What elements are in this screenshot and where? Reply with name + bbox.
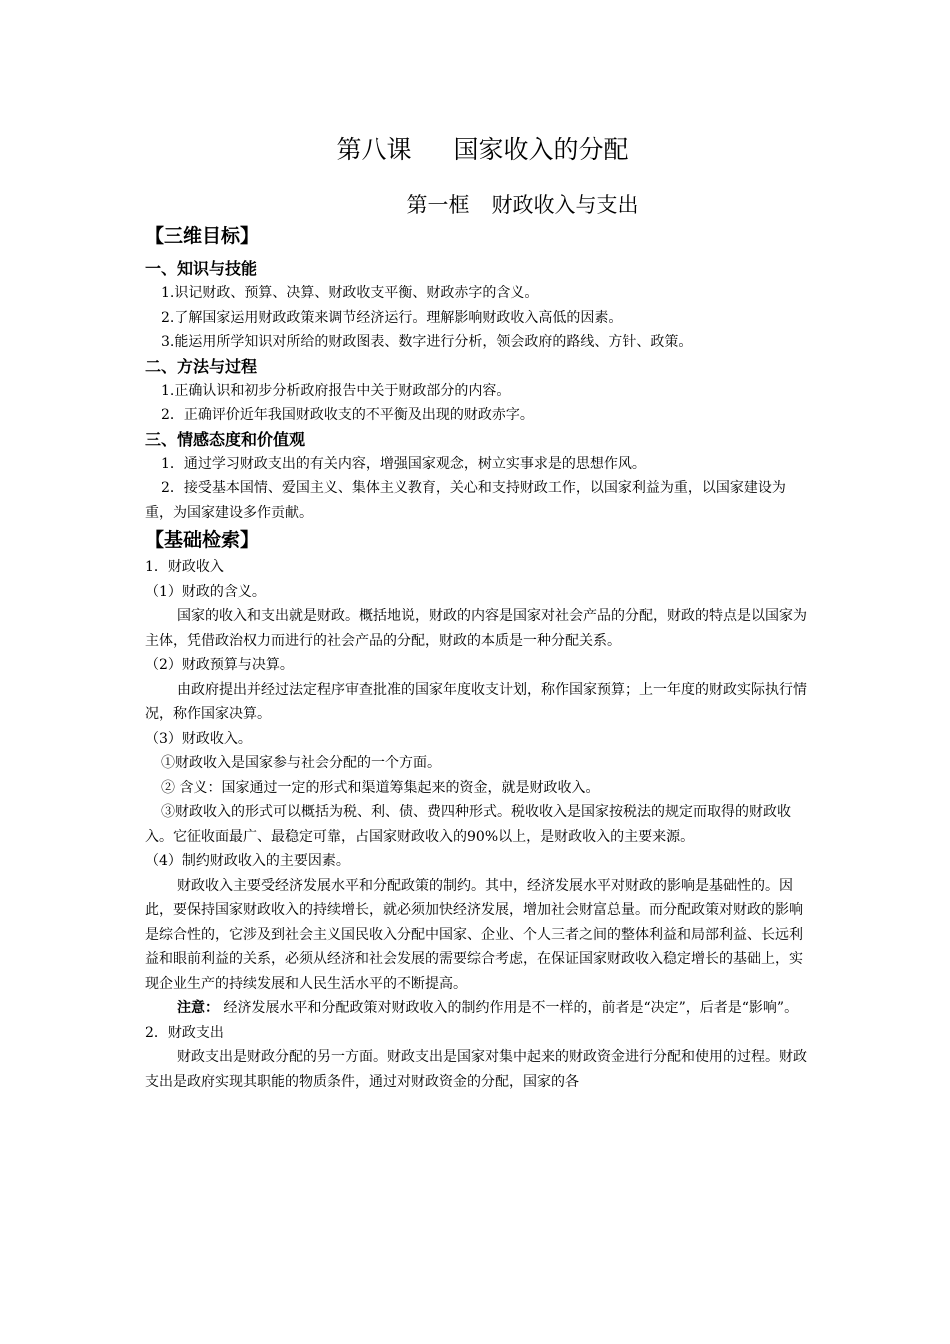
basics-sub-3-c: ③财政收入的形式可以概括为税、利、债、费四种形式。税收收入是国家按税法的规定而取得的财政收入。它征收面最广、最稳定可靠，占国家财政收入的90%以上，是财政收入的主要来源。 [145, 804, 791, 845]
lesson-title [155, 130, 810, 170]
basics-sub-2: （2）财政预算与决算。 [145, 657, 294, 673]
basics-sub-3-b: ② 含义：国家通过一定的形式和渠道筹集起来的资金，就是财政收入。 [161, 779, 600, 796]
frame-title-text: 财政收入与支出 [491, 193, 639, 217]
lesson-title-number: 第八课 [336, 135, 412, 164]
goals-s2-item: 1.正确认识和初步分析政府报告中关于财政部分的内容。 [161, 382, 511, 399]
note-body: 经济发展水平和分配政策对财政收入的制约作用是不一样的，前者是“决定”，后者是“影响”。 [219, 1000, 799, 1016]
basics-sub-3-a: ①财政收入是国家参与社会分配的一个方面。 [161, 755, 441, 771]
basics-sub-2-body: 由政府提出并经过法定程序审查批准的国家年度收支计划，称作国家预算；上一年度的财政实际执行情况，称作国家决算。 [145, 681, 807, 722]
document-page [145, 130, 810, 1094]
goals-s3-item: 2．接受基本国情、爱国主义、集体主义教育，关心和支持财政工作，以国家利益为重，以国家建设为重，为国家建设多作贡献。 [145, 480, 786, 521]
lesson-title-text: 国家收入的分配 [453, 135, 629, 164]
frame-title-number: 第一框 [406, 193, 470, 217]
basics-header: 【基础检索】 [145, 529, 260, 551]
goals-s1-item: 1.识记财政、预算、决算、财政收支平衡、财政赤字的含义。 [161, 285, 539, 301]
goals-s2-item: 2．正确评价近年我国财政收支的不平衡及出现的财政赤字。 [161, 407, 534, 423]
basics-heading-2: 2．财政支出 [145, 1024, 224, 1041]
basics-sub-1: （1）财政的含义。 [145, 583, 266, 600]
basics-sub-3: （3）财政收入。 [145, 730, 252, 747]
goals-section-2-title: 二、方法与过程 [145, 356, 258, 376]
basics-sub-4: （4）制约财政收入的主要因素。 [145, 853, 350, 869]
frame-title [235, 189, 810, 221]
goals-s3-item: 1．通过学习财政支出的有关内容，增强国家观念，树立实事求是的思想作风。 [161, 455, 646, 472]
goals-section-1-title: 一、知识与技能 [145, 259, 258, 278]
note-paragraph [145, 996, 810, 1021]
goals-section-3-title: 三、情感态度和价值观 [145, 429, 306, 449]
note-label: 注意： [177, 1000, 219, 1016]
basics-heading-2-body: 财政支出是财政分配的另一方面。财政支出是国家对集中起来的财政资金进行分配和使用的过程。财政支出是政府实现其职能的物质条件，通过对财政资金的分配，国家的各 [145, 1049, 807, 1090]
basics-sub-4-body: 财政收入主要受经济发展水平和分配政策的制约。其中，经济发展水平对财政的影响是基础性的。因此，要保持国家财政收入的持续增长，就必须加快经济发展，增加社会财富总量。而分配政策对财政的影响是综合性的，它涉及到社会主义国民收入分配中国家、企业、个人三者之间的整体利益和局部利益、长远利益和眼前利益的关系，必须从经济和社会发展的需要综合考虑，在保证国家财政收入稳定增长的基础上，实现企业生产的持续发展和人民生活水平的不断提高。 [145, 877, 803, 992]
basics-sub-1-body: 国家的收入和支出就是财政。概括地说，财政的内容是国家对社会产品的分配，财政的特点是以国家为主体，凭借政治权力而进行的社会产品的分配，财政的本质是一种分配关系。 [145, 608, 807, 649]
goals-s1-item: 3.能运用所学知识对所给的财政图表、数字进行分析，领会政府的路线、方针、政策。 [161, 334, 693, 350]
basics-heading-1: 1．财政收入 [145, 559, 224, 575]
goals-header: 【三维目标】 [145, 225, 260, 247]
goals-s1-item: 2.了解国家运用财政政策来调节经济运行。理解影响财政收入高低的因素。 [161, 309, 623, 326]
